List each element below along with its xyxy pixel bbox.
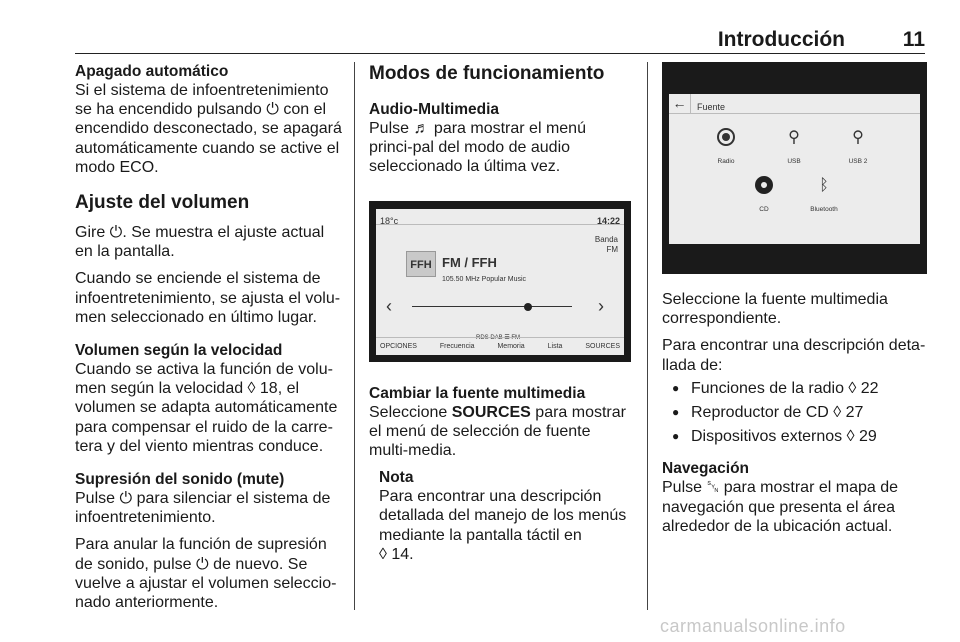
band-value: FM [606, 244, 618, 254]
temperature-readout: 18°c [380, 215, 399, 226]
station-info: 105.50 MHz Popular Music [442, 275, 527, 283]
column-right [662, 62, 927, 536]
note-text: Para encontrar una descripción detallada del manejo de los menús mediante la pantalla táctil en [379, 488, 627, 544]
audio-heading: Audio-Multimedia [369, 101, 500, 118]
status-bar [376, 209, 624, 225]
volume-text-1: Gire ⏻. Se muestra el ajuste actual en la pantalla. [75, 224, 325, 261]
find-description-text: Para encontrar una descripción deta-llada de: [662, 337, 926, 374]
list-item: ● Funciones de la radio ◊ 22 [662, 379, 927, 398]
reference-list [662, 379, 927, 447]
mute-text-2: Para anular la función de supresión de sonido, pulse ⏻ de nuevo. Se vuelve a ajustar el volumen seleccio-nado anteriormente. [75, 536, 337, 612]
tuning-slider [412, 306, 572, 308]
note-reference: ◊ 14. [379, 545, 414, 563]
band-indicator [595, 235, 618, 255]
band-label: Banda [594, 234, 618, 244]
list-item: ● Reproductor de CD ◊ 27 [662, 403, 927, 422]
select-source-text: Seleccione la fuente multimedia correspondiente. [662, 291, 888, 328]
tab-list: Lista [547, 342, 563, 350]
column-divider [647, 62, 648, 610]
mute-heading: Supresión del sonido (mute) [75, 471, 285, 489]
usb-icon: ⚲ [852, 129, 864, 146]
source-item-radio: Radio [701, 128, 751, 171]
source-item-cd: CD [739, 176, 789, 219]
tab-memory: Memoria [497, 342, 525, 350]
audio-text: Pulse ♬ para mostrar el menú princi-pal del modo de audio seleccionado la última vez. [369, 120, 586, 176]
prev-arrow-icon: ‹ [386, 295, 392, 316]
audio-screen-image [369, 201, 631, 362]
site-watermark: carmanualsonline.info [660, 616, 846, 636]
source-screen-image [662, 62, 927, 274]
mute-text-1: Pulse ⏻ para silenciar el sistema de infoentretenimiento. [75, 490, 331, 527]
page-number: 11 [902, 28, 925, 51]
tab-options: OPCIONES [380, 342, 417, 350]
navigation-text: Pulse ␖ para mostrar el mapa de navegación que presenta el área alrededor de la ubicación actual. [662, 479, 899, 535]
note-heading: Nota [379, 469, 414, 487]
auto-off-text: Si el sistema de infoentretenimiento se ha encendido pulsando ⏻ con el encendido desconectado, se apagará automáticamente cuando se active el modo ECO. [75, 82, 342, 176]
cd-icon [755, 176, 773, 194]
change-source-heading: Cambiar la fuente multimedia [369, 384, 586, 402]
back-arrow-icon: ← [669, 94, 691, 114]
column-divider [354, 62, 355, 610]
source-title: Fuente [697, 102, 726, 112]
source-item-bluetooth: ᛒ Bluetooth [810, 177, 838, 213]
station-logo: FFH [406, 251, 436, 277]
source-item-usb: ⚲ USB [769, 128, 819, 171]
tab-sources: SOURCES [585, 342, 620, 350]
list-item: ● Dispositivos externos ◊ 29 [662, 427, 927, 446]
volume-text-2: Cuando se enciende el sistema de infoentretenimiento, se ajusta el volu-men seleccionado en último lugar. [75, 270, 341, 326]
tab-frequency: Frecuencia [439, 342, 475, 350]
radio-icon [717, 128, 735, 146]
bluetooth-icon: ᛒ [819, 177, 829, 194]
source-title-bar [669, 94, 920, 114]
speed-volume-text: Cuando se activa la función de volu-men según la velocidad ◊ 18, el volumen se adapta automáticamente para compensar el ruido de la carre-tera y del viento mientras conduce. [75, 361, 338, 455]
section-title: Introducción [717, 28, 845, 51]
slider-knob [524, 303, 532, 311]
clock-readout: 14:22 [596, 215, 620, 226]
volume-heading: Ajuste del volumen [75, 192, 250, 214]
page-header [75, 24, 925, 54]
change-source-text: Seleccione SOURCES para mostrar el menú de selección de fuente multi-media. [369, 403, 626, 460]
speed-volume-heading: Volumen según la velocidad [75, 342, 283, 360]
audio-tab-bar [376, 337, 624, 355]
column-middle [369, 62, 631, 564]
usb-icon: ⚲ [788, 129, 800, 146]
note-block [369, 468, 631, 564]
station-name: FM / FFH [442, 254, 497, 270]
column-left [75, 62, 345, 612]
source-item-usb2: ⚲ USB 2 [848, 129, 868, 165]
modes-heading: Modos de funcionamiento [369, 63, 605, 84]
next-arrow-icon: › [598, 295, 604, 316]
auto-off-heading: Apagado automático [75, 63, 229, 80]
mode-indicators: RDS DAB ☰ FM [476, 334, 521, 341]
navigation-heading: Navegación [662, 460, 750, 478]
